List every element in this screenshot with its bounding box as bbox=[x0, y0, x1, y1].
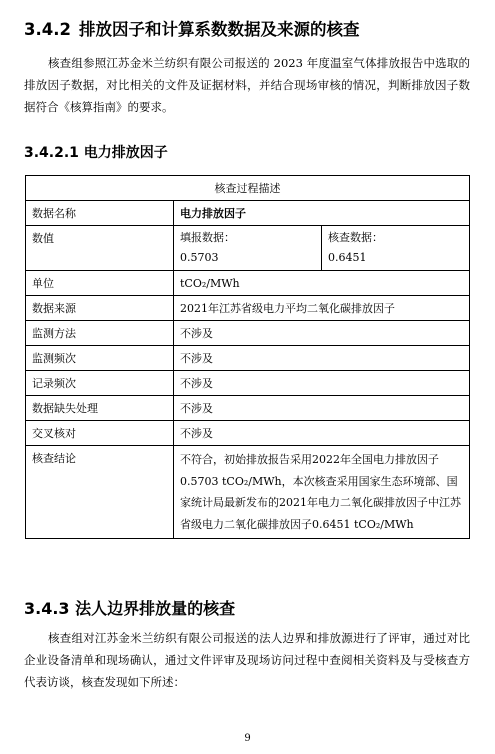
paragraph-3-4-3: 核查组对江苏金米兰纺织有限公司报送的法人边界和排放源进行了评审，通过对比企业设备清单和现场确认，通过文件评审及现场访问过程中查阅相关资料及与受核查方代表访谈，核查发现如下所述： bbox=[24, 631, 470, 689]
row-label-method: 监测方法 bbox=[26, 321, 174, 346]
row-value-missing: 不涉及 bbox=[174, 396, 470, 421]
row-label-frequency: 监测频次 bbox=[26, 346, 174, 371]
row-value-method: 不涉及 bbox=[174, 321, 470, 346]
section-heading-3-4-3: 3.4.3 法人边界排放量的核查 bbox=[24, 599, 236, 618]
row-value-source: 2021年江苏省级电力平均二氧化碳排放因子 bbox=[174, 296, 470, 321]
row-label-source: 数据来源 bbox=[26, 296, 174, 321]
verified-data-cell bbox=[322, 226, 470, 271]
row-label-value: 数值 bbox=[26, 226, 174, 271]
row-label-data-name: 数据名称 bbox=[26, 201, 174, 226]
row-label-unit: 单位 bbox=[26, 271, 174, 296]
verified-value: 0.6451 bbox=[328, 251, 367, 264]
row-label-conclusion: 核查结论 bbox=[26, 446, 174, 539]
page-number: 9 bbox=[244, 733, 251, 744]
table-header: 核查过程描述 bbox=[26, 176, 470, 201]
row-label-cross: 交叉核对 bbox=[26, 421, 174, 446]
intro-paragraph: 核查组参照江苏金米兰纺织有限公司报送的 2023 年度温室气体排放报告中选取的排放因子数据，对比相关的文件及证据材料，并结合现场审核的情况，判断排放因子数据符合《核算指南》的要求。 bbox=[24, 56, 470, 114]
subsection-heading-3-4-2-1: 3.4.2.1 电力排放因子 bbox=[24, 145, 168, 161]
reported-value: 0.5703 bbox=[180, 251, 219, 264]
row-label-record: 记录频次 bbox=[26, 371, 174, 396]
row-value-unit: tCO₂/MWh bbox=[174, 271, 470, 296]
row-label-missing: 数据缺失处理 bbox=[26, 396, 174, 421]
verified-label: 核查数据： bbox=[328, 231, 383, 244]
row-value-cross: 不涉及 bbox=[174, 421, 470, 446]
reported-data-cell bbox=[174, 226, 322, 271]
row-value-frequency: 不涉及 bbox=[174, 346, 470, 371]
section-title: 排放因子和计算系数数据及来源的核查 bbox=[78, 20, 360, 39]
row-value-record: 不涉及 bbox=[174, 371, 470, 396]
section-number: 3.4.2 bbox=[24, 20, 71, 39]
row-value-conclusion: 不符合，初始排放报告采用2022年全国电力排放因子0.5703 tCO₂/MWh，本次核查采用国家生态环境部、国家统计局最新发布的2021年电力二氧化碳排放因子中江苏省级电力二氧化碳排放因子0.6451 tCO₂/MWh bbox=[174, 446, 470, 539]
row-value-data-name: 电力排放因子 bbox=[174, 201, 470, 226]
section-heading-3-4-2 bbox=[24, 16, 359, 40]
verification-table bbox=[25, 175, 470, 539]
reported-label: 填报数据： bbox=[180, 231, 235, 244]
